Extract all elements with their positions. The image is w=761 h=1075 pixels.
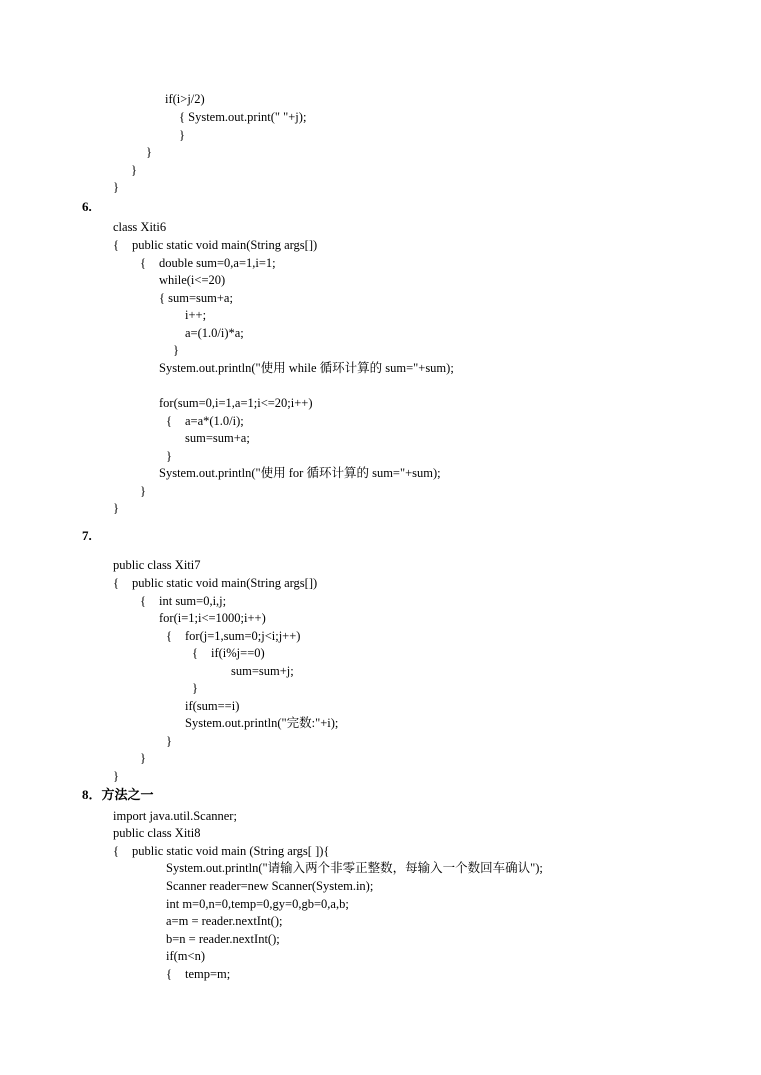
code-line: temp=m;: [185, 967, 231, 981]
code-line: class Xiti6: [113, 220, 167, 234]
code-line: }: [113, 180, 119, 194]
code-line: while(i<=20): [159, 273, 226, 287]
code-line: System.out.println("请输入两个非零正整数，每输入一个数回车确认");: [166, 861, 543, 875]
code-line: }: [179, 128, 185, 142]
code-line: System.out.println("使用 while 循环计算的 sum="+sum);: [159, 361, 454, 375]
exercise-7-heading: 7.: [82, 528, 92, 543]
code-line: }: [192, 681, 198, 695]
code-line: if(m<n): [166, 949, 205, 963]
code-line: i++;: [185, 308, 207, 322]
code-line: Scanner reader=new Scanner(System.in);: [166, 879, 374, 893]
code-line: int sum=0,i,j;: [159, 594, 227, 608]
code-line: a=a*(1.0/i);: [185, 414, 244, 428]
code-line: public class Xiti7: [113, 558, 201, 572]
code-line: {: [192, 646, 198, 660]
code-line: }: [113, 501, 119, 515]
code-line: double sum=0,a=1,i=1;: [159, 256, 276, 270]
code-line: sum=sum+j;: [231, 664, 294, 678]
exercise-6-heading: 6.: [82, 199, 92, 214]
code-line: {: [113, 576, 119, 590]
code-line: }: [166, 734, 172, 748]
code-line: for(i=1;i<=1000;i++): [159, 611, 266, 625]
code-line: }: [173, 343, 179, 357]
code-line: sum=sum+a;: [185, 431, 250, 445]
code-line: int m=0,n=0,temp=0,gy=0,gb=0,a,b;: [166, 897, 349, 911]
code-line: System.out.println("完数:"+i);: [185, 716, 339, 730]
code-line: a=m = reader.nextInt();: [166, 914, 283, 928]
code-line: for(sum=0,i=1,a=1;i<=20;i++): [159, 396, 313, 410]
exercise-8-heading: 8．方法之一: [82, 787, 154, 802]
code-line: {: [166, 967, 172, 981]
code-line: {: [166, 629, 172, 643]
code-line: }: [166, 449, 172, 463]
code-line: {: [140, 594, 146, 608]
code-line: if(i%j==0): [211, 646, 265, 660]
code-line: b=n = reader.nextInt();: [166, 932, 280, 946]
code-line: a=(1.0/i)*a;: [185, 326, 244, 340]
code-line: for(j=1,sum=0;j<i;j++): [185, 629, 301, 643]
code-line: { System.out.print(" "+j);: [179, 110, 307, 124]
code-line: {: [166, 414, 172, 428]
code-line: public static void main(String args[]): [132, 238, 318, 252]
code-line: public static void main (String args[ ]){: [132, 844, 330, 858]
code-line: { sum=sum+a;: [159, 291, 233, 305]
code-line: }: [146, 145, 152, 159]
code-line: if(sum==i): [185, 699, 240, 713]
code-line: public class Xiti8: [113, 826, 201, 840]
code-line: {: [113, 844, 119, 858]
code-line: import java.util.Scanner;: [113, 809, 237, 823]
code-line: }: [140, 484, 146, 498]
code-line: }: [113, 769, 119, 783]
code-line: {: [140, 256, 146, 270]
code-line: }: [140, 751, 146, 765]
code-line: if(i>j/2): [165, 92, 205, 106]
code-line: {: [113, 238, 119, 252]
code-line: }: [131, 163, 137, 177]
code-line: public static void main(String args[]): [132, 576, 318, 590]
code-line: System.out.println("使用 for 循环计算的 sum="+sum);: [159, 466, 441, 480]
